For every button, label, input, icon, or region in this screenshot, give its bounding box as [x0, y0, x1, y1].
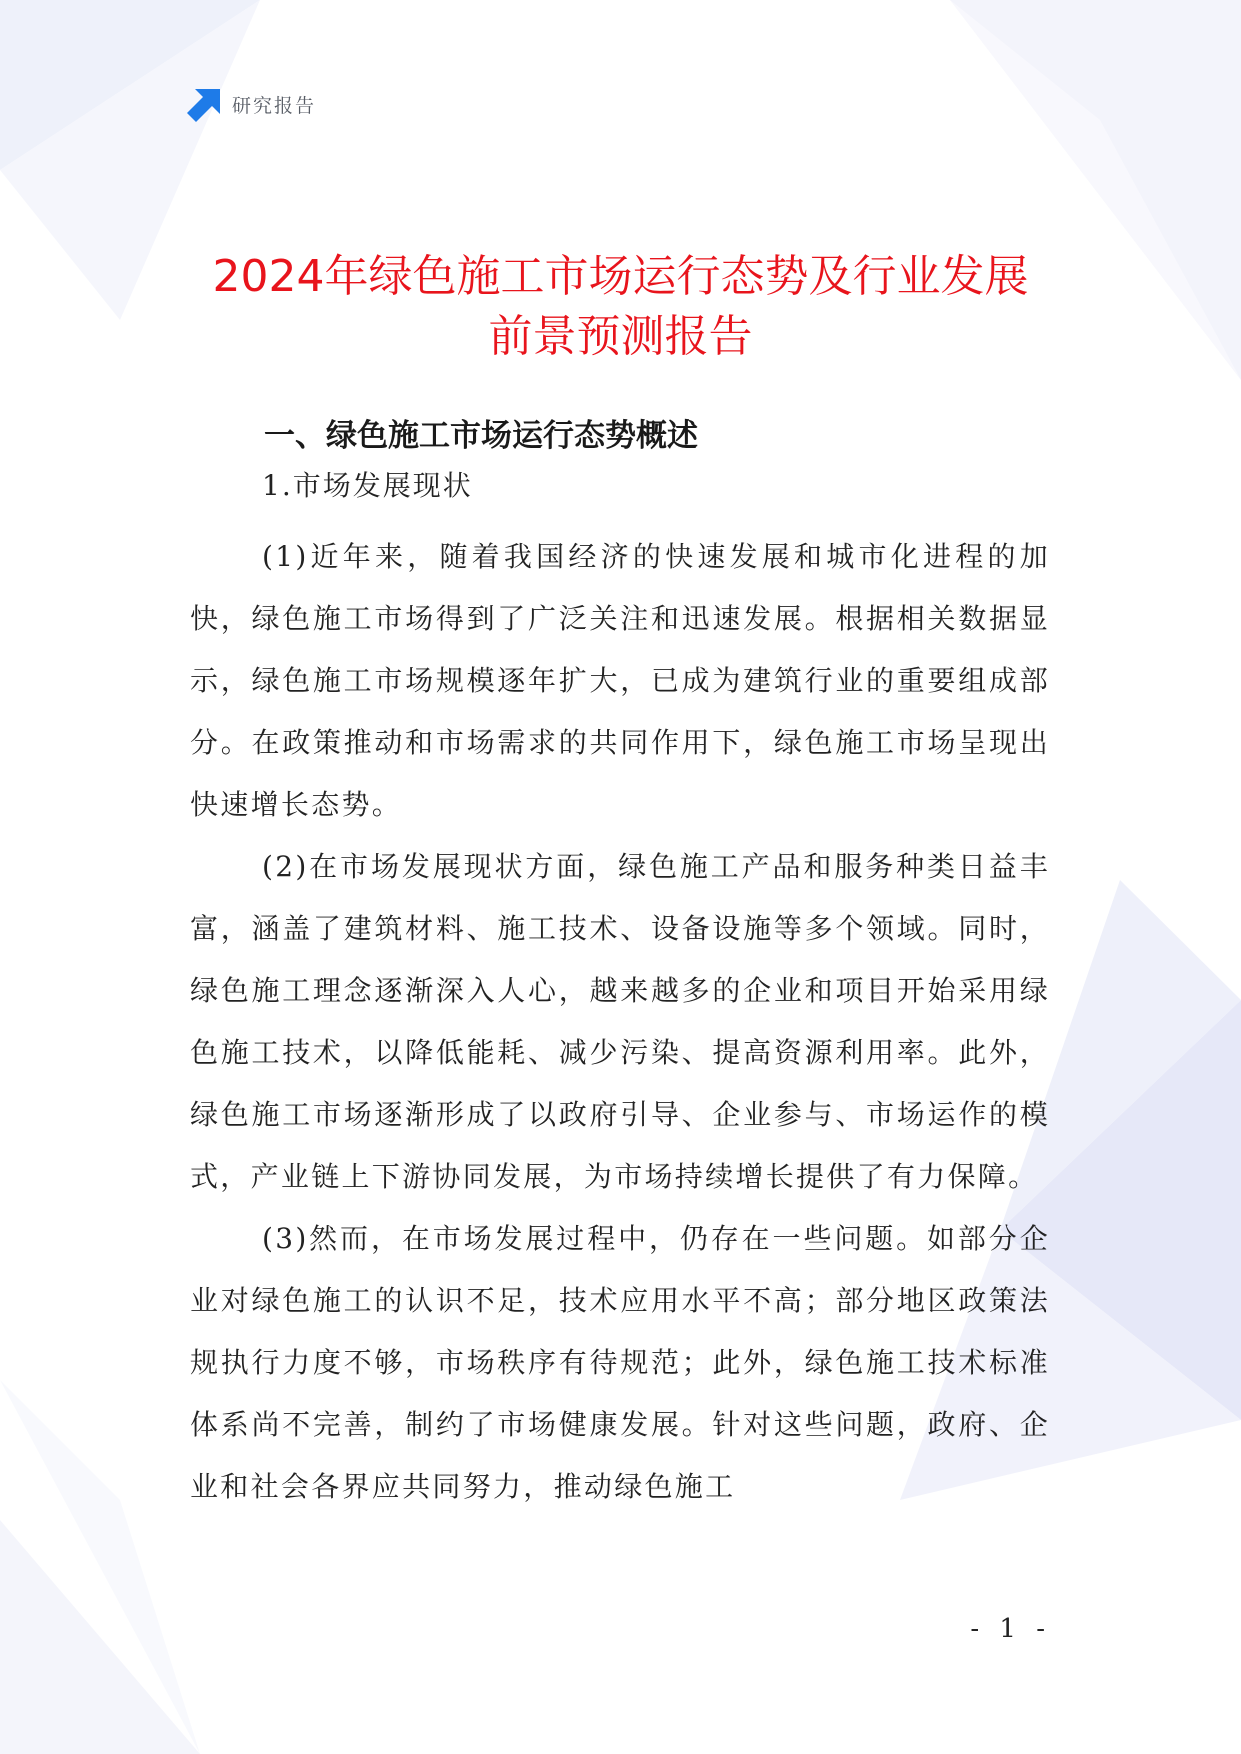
title-line-2: 前景预测报告 [488, 311, 753, 363]
subsection-heading: 1.市场发展现状 [262, 469, 473, 502]
body-paragraph: (3)然而，在市场发展过程中，仍存在一些问题。如部分企业对绿色施工的认识不足，技术应用水平不高；部分地区政策法规执行力度不够，市场秩序有待规范；此外，绿色施工技术标准体系尚不完善，制约了市场健康发展。针对这些问题，政府、企业和社会各界应共同努力，推动绿色施工 [190, 1222, 1050, 1503]
header [187, 86, 316, 122]
title-line-1: 2024年绿色施工市场运行态势及行业发展 [212, 251, 1029, 303]
header-label: 研究报告 [232, 94, 317, 117]
report-body [190, 414, 1050, 1518]
page-number: - 1 - [970, 1614, 1051, 1644]
body-paragraph: (2)在市场发展现状方面，绿色施工产品和服务种类日益丰富，涵盖了建筑材料、施工技术、设备设施等多个领域。同时，绿色施工理念逐渐深入人心，越来越多的企业和项目开始采用绿色施工技术，以降低能耗、减少污染、提高资源利用率。此外，绿色施工市场逐渐形成了以政府引导、企业参与、市场运作的模式，产业链上下游协同发展，为市场持续增长提供了有力保障。 [190, 850, 1050, 1193]
section-heading: 一、绿色施工市场运行态势概述 [264, 418, 698, 454]
body-paragraph: (1)近年来，随着我国经济的快速发展和城市化进程的加快，绿色施工市场得到了广泛关注和迅速发展。根据相关数据显示，绿色施工市场规模逐年扩大，已成为建筑行业的重要组成部分。在政策推动和市场需求的共同作用下，绿色施工市场呈现出快速增长态势。 [190, 540, 1050, 821]
arrow-up-right-icon [187, 86, 223, 122]
report-title [160, 247, 1081, 367]
